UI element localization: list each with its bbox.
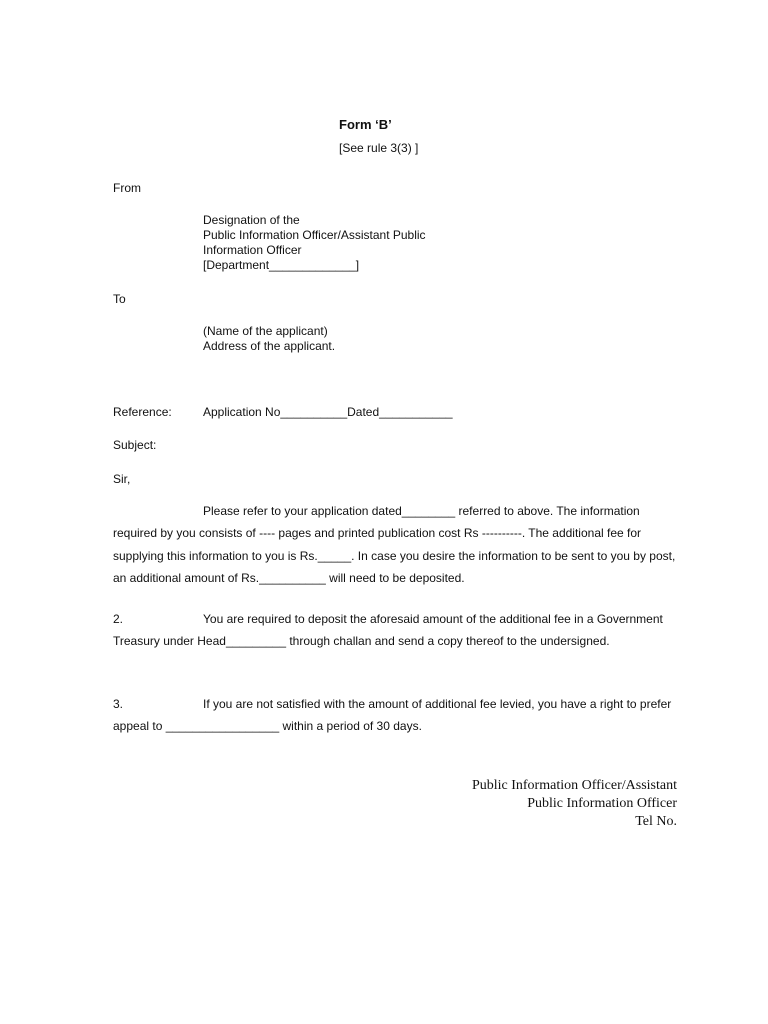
- paragraph-3: [113, 693, 678, 738]
- reference-label: Reference:: [113, 405, 172, 419]
- from-line: Information Officer: [203, 243, 302, 257]
- from-line: Public Information Officer/Assistant Public: [203, 228, 426, 242]
- paragraph-3-number: 3.: [113, 697, 124, 711]
- from-line: Designation of the: [203, 213, 300, 227]
- to-line: Address of the applicant.: [203, 339, 336, 353]
- signature-line: Public Information Officer: [527, 796, 677, 811]
- to-address-block: [203, 324, 335, 354]
- paragraph-2-text: You are required to deposit the aforesaid amount of the additional fee in a Government Treasury under Head_________ through challan and send a copy thereof to the undersigned.: [113, 612, 663, 649]
- paragraph-3-text: If you are not satisfied with the amount of additional fee levied, you have a right to prefer appeal to _________________ within a period of 30 days.: [113, 697, 672, 734]
- to-line: (Name of the applicant): [203, 324, 328, 338]
- form-title: Form ‘B’: [339, 117, 392, 132]
- signature-line: Public Information Officer/Assistant: [471, 778, 677, 793]
- from-line: [Department_____________]: [203, 258, 360, 272]
- paragraph-1: [113, 500, 678, 589]
- paragraph-2: [113, 608, 678, 653]
- salutation: Sir,: [113, 472, 131, 486]
- subject-label: Subject:: [113, 438, 157, 452]
- from-label: From: [113, 181, 141, 195]
- signature-block: [472, 777, 677, 831]
- from-address-block: [203, 213, 426, 273]
- paragraph-1-text: Please refer to your application dated________ referred to above. The information required by you consists of ---- pages and printed publication cost Rs ----------. The additional fee for supplying this information to you is Rs._____. In case you desire the information to be sent to you by post, an additional amount of Rs.__________ will need to be deposited.: [113, 504, 676, 585]
- reference-value: Application No__________Dated___________: [203, 405, 453, 419]
- to-label: To: [113, 292, 126, 306]
- signature-line: Tel No.: [635, 814, 677, 829]
- form-subtitle: [See rule 3(3) ]: [339, 141, 419, 155]
- paragraph-2-number: 2.: [113, 612, 124, 626]
